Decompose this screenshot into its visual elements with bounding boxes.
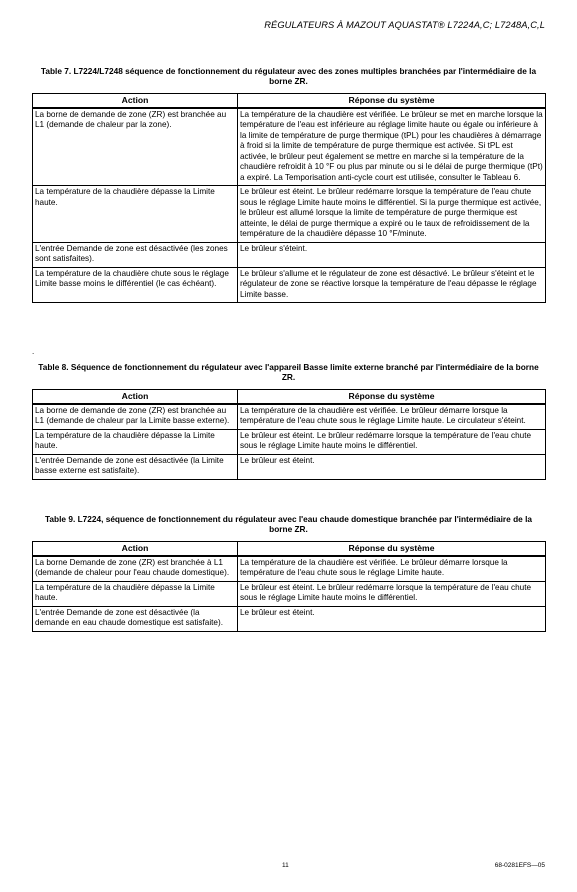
sequence-table	[32, 93, 546, 303]
column-header-action: Action	[33, 390, 238, 404]
response-cell: Le brûleur est éteint.	[238, 454, 546, 479]
action-cell: L'entrée Demande de zone est désactivée (la Limite basse externe est satisfaite).	[33, 454, 238, 479]
action-cell: La température de la chaudière dépasse la Limite haute.	[33, 186, 238, 243]
response-cell: Le brûleur est éteint. Le brûleur redémarre lorsque la température de l'eau chute sous le réglage Limite haute moins le différentiel. Si la purge thermique est activée, le brûleur est allumé lorsque la limite de température de purge thermique est atteinte, le délai de purge thermique a expiré ou le taux de refroidissement de la température de la chaudière dépasse 10 °F/minute.	[238, 186, 546, 243]
sequence-table	[32, 541, 546, 632]
response-cell: Le brûleur est éteint. Le brûleur redémarre lorsque la température de l'eau chute sous le réglage Limite haute moins le différentiel.	[238, 581, 546, 606]
table-header-row	[33, 390, 546, 404]
response-cell: La température de la chaudière est vérifiée. Le brûleur démarre lorsque la température de l'eau chute sous le réglage Limite haute. Le circulateur s'éteint.	[238, 404, 546, 430]
response-cell: Le brûleur s'éteint.	[238, 242, 546, 267]
table-8-section	[32, 362, 545, 480]
table-row	[33, 581, 546, 606]
table-caption: Table 7. L7224/L7248 séquence de fonctionnement du régulateur avec des zones multiples branchées par l'intermédiaire de la borne ZR.	[40, 66, 537, 86]
table-row	[33, 404, 546, 430]
column-header-action: Action	[33, 542, 238, 556]
column-header-action: Action	[33, 94, 238, 108]
page-number: 11	[282, 862, 289, 869]
action-cell: L'entrée Demande de zone est désactivée (la demande en eau chaude domestique est satisfaite).	[33, 606, 238, 631]
table-row	[33, 429, 546, 454]
response-cell: La température de la chaudière est vérifiée. Le brûleur se met en marche lorsque la température de l'eau est inférieure au réglage limite haute ou égale ou inférieure à la limite de température de purge thermique (tPL) pour les chaudières à démarrage à froid si la limite de température de purge thermique est activée. Si tPL est activée, le brûleur peut également se mettre en marche si la température de la chaudière refroidit à 10 °F ou plus par minute ou si le délai de purge thermique (tPt) a expiré. La Temporisation anti-cycle court est utilisée, consulter le Tableau 6.	[238, 108, 546, 186]
table-row	[33, 108, 546, 186]
table-row	[33, 186, 546, 243]
action-cell: La température de la chaudière dépasse la Limite haute.	[33, 581, 238, 606]
column-header-response: Réponse du système	[238, 390, 546, 404]
table-row	[33, 267, 546, 303]
action-cell: La température de la chaudière chute sous le réglage Limite basse moins le différentiel (le cas échéant).	[33, 267, 238, 303]
table-row	[33, 454, 546, 479]
column-header-response: Réponse du système	[238, 94, 546, 108]
running-header: RÉGULATEURS À MAZOUT AQUASTAT® L7224A,C; L7248A,C,L	[264, 20, 545, 30]
table-caption: Table 8. Séquence de fonctionnement du régulateur avec l'appareil Basse limite externe branché par l'intermédiaire de la borne ZR.	[38, 362, 539, 382]
column-header-response: Réponse du système	[238, 542, 546, 556]
response-cell: Le brûleur est éteint.	[238, 606, 546, 631]
action-cell: La température de la chaudière dépasse la Limite haute.	[33, 429, 238, 454]
table-header-row	[33, 94, 546, 108]
table-9-section	[32, 514, 545, 632]
action-cell: La borne de demande de zone (ZR) est branchée au L1 (demande de chaleur par la Limite basse externe).	[33, 404, 238, 430]
response-cell: Le brûleur s'allume et le régulateur de zone est désactivé. Le brûleur s'éteint et le régulateur de zone se réactive lorsque la température de l'eau dépasse le réglage Limite basse.	[238, 267, 546, 303]
action-cell: La borne Demande de zone (ZR) est branchée à L1 (demande de chaleur pour l'eau chaude domestique).	[33, 556, 238, 582]
separator-dot: .	[32, 347, 35, 356]
table-row	[33, 606, 546, 631]
table-caption: Table 9. L7224, séquence de fonctionnement du régulateur avec l'eau chaude domestique branchée par l'intermédiaire de la borne ZR.	[44, 514, 532, 534]
action-cell: L'entrée Demande de zone est désactivée (les zones sont satisfaites).	[33, 242, 238, 267]
sequence-table	[32, 389, 546, 480]
table-header-row	[33, 542, 546, 556]
table-row	[33, 556, 546, 582]
document-code: 68-0281EFS—05	[494, 862, 545, 869]
response-cell: Le brûleur est éteint. Le brûleur redémarre lorsque la température de l'eau chute sous le réglage Limite haute moins le différentiel.	[238, 429, 546, 454]
action-cell: La borne de demande de zone (ZR) est branchée au L1 (demande de chaleur par la zone).	[33, 108, 238, 186]
table-row	[33, 242, 546, 267]
table-7-section	[32, 66, 545, 303]
response-cell: La température de la chaudière est vérifiée. Le brûleur démarre lorsque la température de l'eau chute sous le réglage Limite haute.	[238, 556, 546, 582]
